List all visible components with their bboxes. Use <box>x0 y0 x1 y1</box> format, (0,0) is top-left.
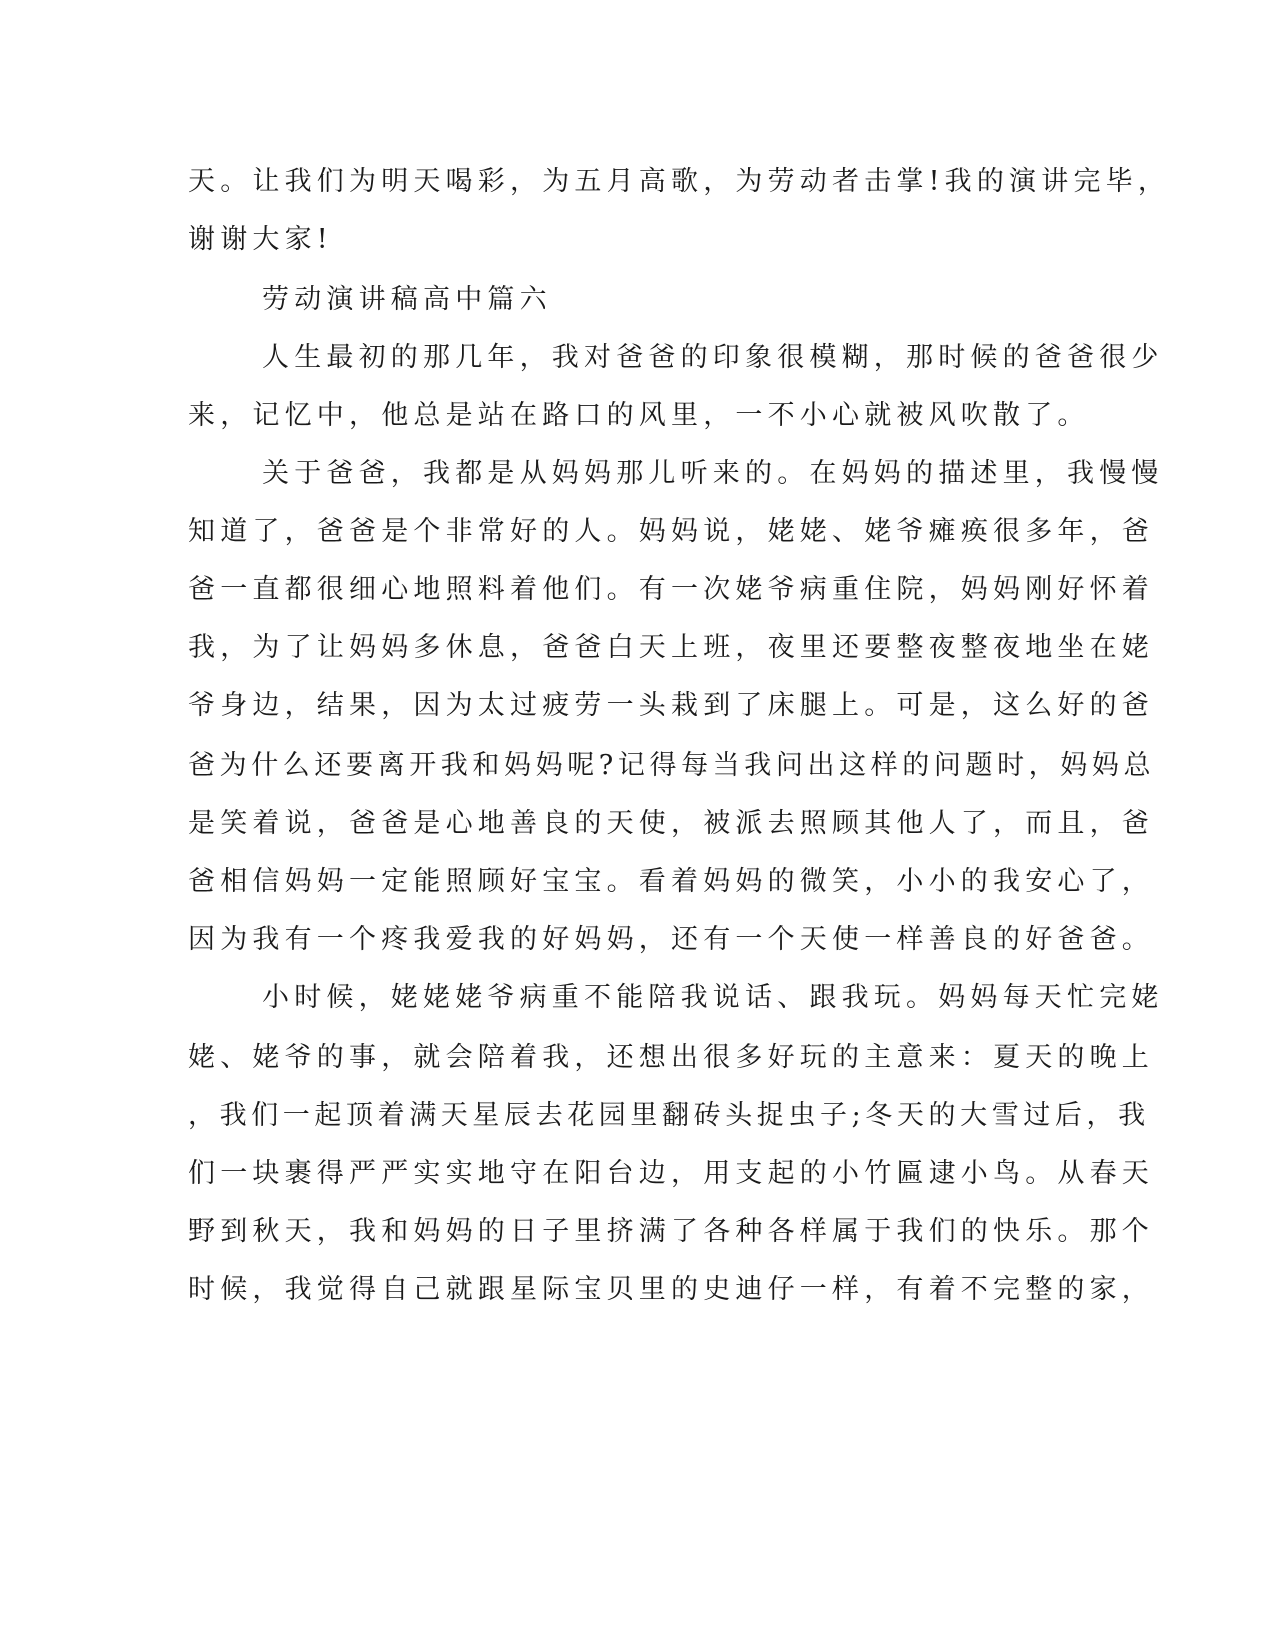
text-line: 来，记忆中，他总是站在路口的风里，一不小心就被风吹散了。 <box>188 400 1090 431</box>
text-line: 关于爸爸，我都是从妈妈那儿听来的。在妈妈的描述里，我慢慢 <box>262 458 1164 489</box>
text-line: 人生最初的那几年，我对爸爸的印象很模糊，那时候的爸爸很少 <box>262 342 1164 373</box>
text-line: 爸为什么还要离开我和妈妈呢?记得每当我问出这样的问题时，妈妈总 <box>188 750 1156 781</box>
text-line: 们一块裹得严严实实地守在阳台边，用支起的小竹匾逮小鸟。从春天 <box>188 1158 1154 1189</box>
text-line: 野到秋天，我和妈妈的日子里挤满了各种各样属于我们的快乐。那个 <box>188 1216 1154 1247</box>
text-line: 知道了，爸爸是个非常好的人。妈妈说，姥姥、姥爷瘫痪很多年，爸 <box>188 516 1154 547</box>
text-line: 是笑着说，爸爸是心地善良的天使，被派去照顾其他人了，而且，爸 <box>188 808 1154 839</box>
text-line: 小时候，姥姥姥爷病重不能陪我说话、跟我玩。妈妈每天忙完姥 <box>262 982 1164 1013</box>
text-line: 因为我有一个疼我爱我的好妈妈，还有一个天使一样善良的好爸爸。 <box>188 924 1154 955</box>
text-line: 爷身边，结果，因为太过疲劳一头栽到了床腿上。可是，这么好的爸 <box>188 690 1154 721</box>
text-line: 姥、姥爷的事，就会陪着我，还想出很多好玩的主意来：夏天的晚上 <box>188 1042 1154 1073</box>
text-line: 时候，我觉得自己就跟星际宝贝里的史迪仔一样，有着不完整的家， <box>188 1274 1154 1305</box>
text-line: 天。让我们为明天喝彩，为五月高歌，为劳动者击掌!我的演讲完毕， <box>188 166 1171 197</box>
text-line: 爸相信妈妈一定能照顾好宝宝。看着妈妈的微笑，小小的我安心了， <box>188 866 1154 897</box>
text-line: 谢谢大家! <box>188 224 333 255</box>
section-heading: 劳动演讲稿高中篇六 <box>262 284 552 315</box>
text-line: 我，为了让妈妈多休息，爸爸白天上班，夜里还要整夜整夜地坐在姥 <box>188 632 1154 663</box>
text-line: ，我们一起顶着满天星辰去花园里翻砖头捉虫子;冬天的大雪过后，我 <box>188 1100 1150 1131</box>
text-line: 爸一直都很细心地照料着他们。有一次姥爷病重住院，妈妈刚好怀着 <box>188 574 1154 605</box>
